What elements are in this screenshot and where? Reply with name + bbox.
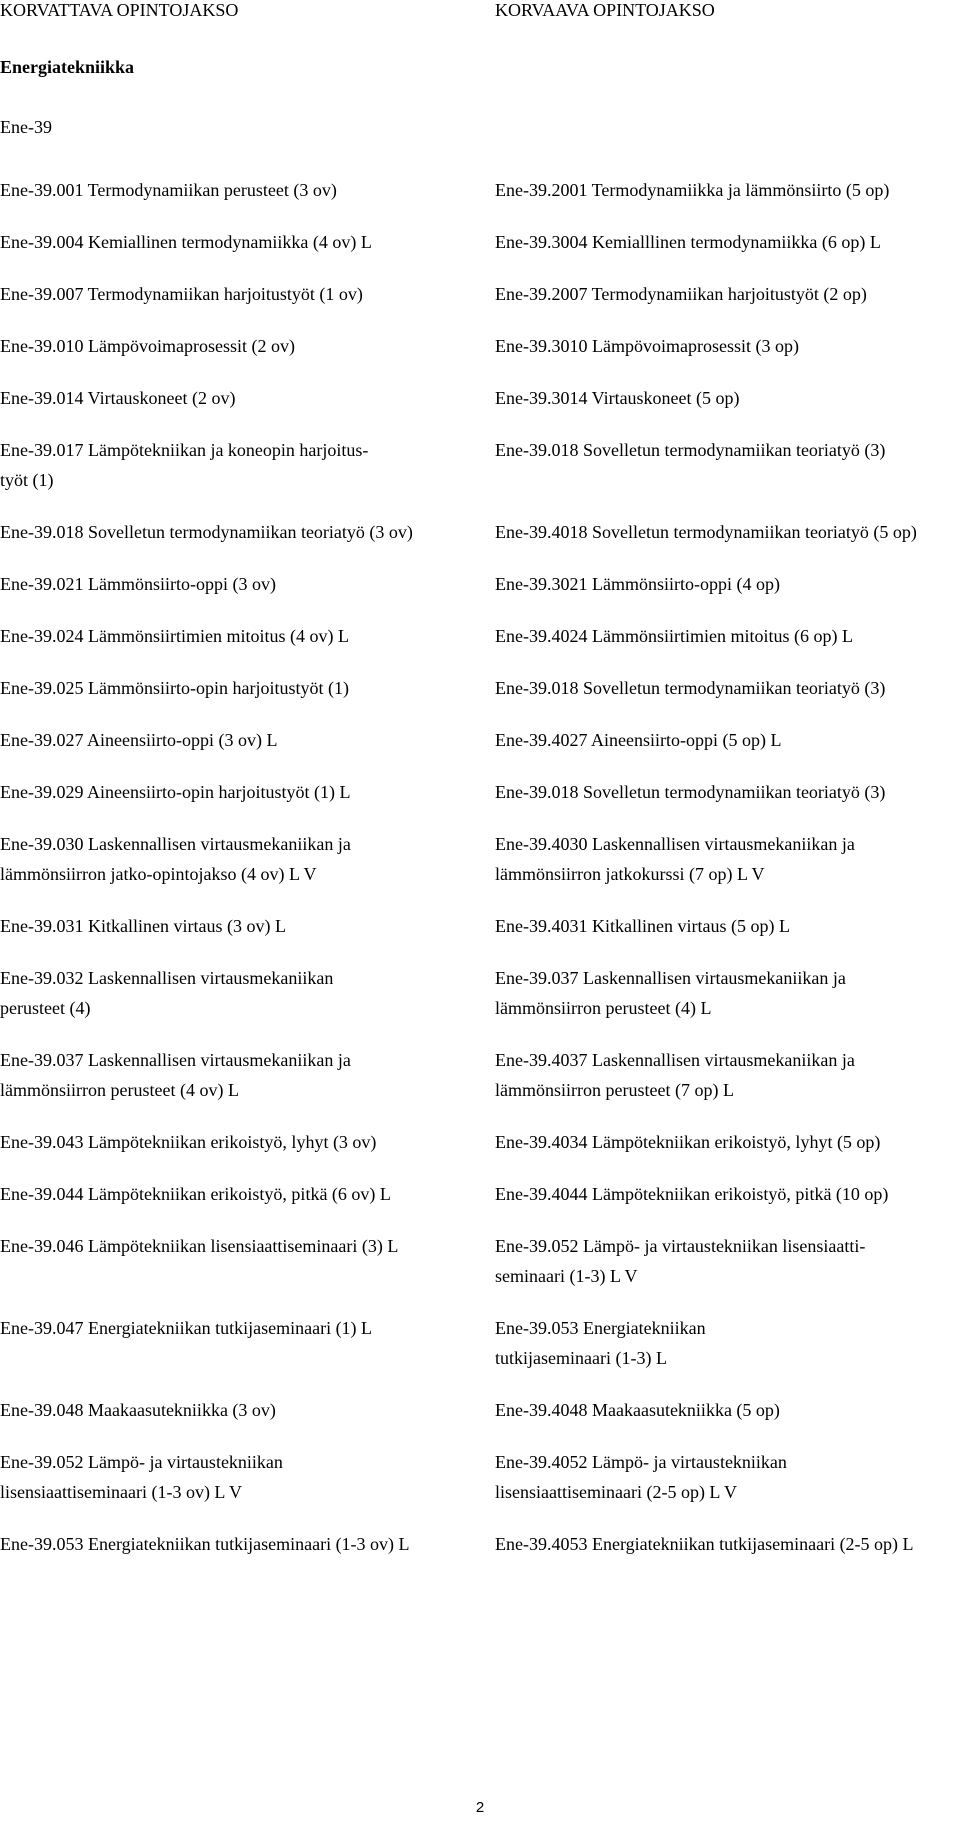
course-row: [0, 435, 960, 495]
course-row: [0, 1231, 960, 1291]
replacement-course-header: KORVAAVA OPINTOJAKSO: [495, 0, 715, 20]
course-row: [0, 517, 960, 547]
replaced-course: Ene-39.004 Kemiallinen termodynamiikka (4 ov) L: [0, 232, 372, 252]
course-row: [0, 1529, 960, 1559]
replacement-course: Ene-39.2007 Termodynamiikan harjoitustyöt (2 op): [495, 284, 867, 304]
course-row: [0, 963, 960, 1023]
replacement-course: Ene-39.037 Laskennallisen virtausmekaniikan ja lämmönsiirron perusteet (4) L: [495, 968, 846, 1018]
course-row: [0, 279, 960, 309]
replaced-course: Ene-39.047 Energiatekniikan tutkijaseminaari (1) L: [0, 1318, 373, 1338]
course-row: [0, 1313, 960, 1373]
replacement-course: Ene-39.3021 Lämmönsiirto-oppi (4 op): [495, 574, 780, 594]
replaced-course: Ene-39.029 Aineensiirto-opin harjoitustyöt (1) L: [0, 782, 351, 802]
replacement-course: Ene-39.4031 Kitkallinen virtaus (5 op) L: [495, 916, 790, 936]
replaced-course: Ene-39.044 Lämpötekniikan erikoistyö, pitkä (6 ov) L: [0, 1184, 391, 1204]
course-group-title: Ene-39: [0, 117, 52, 137]
replaced-course: Ene-39.052 Lämpö- ja virtaustekniikan lisensiaattiseminaari (1-3 ov) L V: [0, 1452, 283, 1502]
course-row: [0, 621, 960, 651]
course-row: [0, 383, 960, 413]
replaced-course: Ene-39.017 Lämpötekniikan ja koneopin harjoitus- työt (1): [0, 440, 369, 490]
course-equivalence-list: [0, 175, 960, 1559]
course-row: [0, 1395, 960, 1425]
replaced-course: Ene-39.001 Termodynamiikan perusteet (3 ov): [0, 180, 337, 200]
replacement-course: Ene-39.018 Sovelletun termodynamiikan teoriatyö (3): [495, 678, 886, 698]
replaced-course: Ene-39.043 Lämpötekniikan erikoistyö, lyhyt (3 ov): [0, 1132, 377, 1152]
replaced-course: Ene-39.037 Laskennallisen virtausmekaniikan ja lämmönsiirron perusteet (4 ov) L: [0, 1050, 351, 1100]
course-row: [0, 175, 960, 205]
replaced-course: Ene-39.007 Termodynamiikan harjoitustyöt (1 ov): [0, 284, 363, 304]
replaced-course: Ene-39.030 Laskennallisen virtausmekaniikan ja lämmönsiirron jatko-opintojakso (4 ov) L V: [0, 834, 351, 884]
replacement-course: Ene-39.3004 Kemialllinen termodynamiikka (6 op) L: [495, 232, 881, 252]
course-row: [0, 227, 960, 257]
course-row: [0, 1045, 960, 1105]
column-header: [0, 0, 960, 24]
replacement-course: Ene-39.4027 Aineensiirto-oppi (5 op) L: [495, 730, 782, 750]
replacement-course: Ene-39.018 Sovelletun termodynamiikan teoriatyö (3): [495, 440, 886, 460]
course-row: [0, 911, 960, 941]
replaced-course: Ene-39.031 Kitkallinen virtaus (3 ov) L: [0, 916, 286, 936]
replaced-course: Ene-39.027 Aineensiirto-oppi (3 ov) L: [0, 730, 278, 750]
replaced-course: Ene-39.053 Energiatekniikan tutkijaseminaari (1-3 ov) L: [0, 1534, 410, 1554]
course-row: [0, 331, 960, 361]
replaced-course: Ene-39.018 Sovelletun termodynamiikan teoriatyö (3 ov): [0, 522, 413, 542]
course-row: [0, 1179, 960, 1209]
replaced-course: Ene-39.024 Lämmönsiirtimien mitoitus (4 ov) L: [0, 626, 349, 646]
course-row: [0, 829, 960, 889]
section-title: Energiatekniikka: [0, 57, 135, 77]
replacement-course: Ene-39.4034 Lämpötekniikan erikoistyö, lyhyt (5 op): [495, 1132, 881, 1152]
replacement-course: Ene-39.052 Lämpö- ja virtaustekniikan lisensiaatti- seminaari (1-3) L V: [495, 1236, 866, 1286]
replacement-course: Ene-39.053 Energiatekniikan tutkijaseminaari (1-3) L: [495, 1318, 706, 1368]
replaced-course: Ene-39.021 Lämmönsiirto-oppi (3 ov): [0, 574, 276, 594]
replacement-course: Ene-39.018 Sovelletun termodynamiikan teoriatyö (3): [495, 782, 886, 802]
replacement-course: Ene-39.4048 Maakaasutekniikka (5 op): [495, 1400, 780, 1420]
replacement-course: Ene-39.3014 Virtauskoneet (5 op): [495, 388, 740, 408]
replaced-course: Ene-39.025 Lämmönsiirto-opin harjoitustyöt (1): [0, 678, 349, 698]
replacement-course: Ene-39.4030 Laskennallisen virtausmekaniikan ja lämmönsiirron jatkokurssi (7 op) L V: [495, 834, 855, 884]
page-number: 2: [475, 1799, 485, 1816]
course-row: [0, 569, 960, 599]
course-row: [0, 1447, 960, 1507]
replaced-course-header: KORVATTAVA OPINTOJAKSO: [0, 0, 239, 20]
replacement-course: Ene-39.4037 Laskennallisen virtausmekaniikan ja lämmönsiirron perusteet (7 op) L: [495, 1050, 855, 1100]
replacement-course: Ene-39.2001 Termodynamiikka ja lämmönsiirto (5 op): [495, 180, 890, 200]
replacement-course: Ene-39.4052 Lämpö- ja virtaustekniikan lisensiaattiseminaari (2-5 op) L V: [495, 1452, 787, 1502]
replaced-course: Ene-39.014 Virtauskoneet (2 ov): [0, 388, 236, 408]
replacement-course: Ene-39.4018 Sovelletun termodynamiikan teoriatyö (5 op): [495, 522, 917, 542]
replaced-course: Ene-39.048 Maakaasutekniikka (3 ov): [0, 1400, 276, 1420]
replaced-course: Ene-39.046 Lämpötekniikan lisensiaattiseminaari (3) L: [0, 1236, 399, 1256]
course-row: [0, 1127, 960, 1157]
replaced-course: Ene-39.032 Laskennallisen virtausmekaniikan perusteet (4): [0, 968, 334, 1018]
replacement-course: Ene-39.4024 Lämmönsiirtimien mitoitus (6 op) L: [495, 626, 853, 646]
course-row: [0, 725, 960, 755]
replacement-course: Ene-39.4044 Lämpötekniikan erikoistyö, pitkä (10 op): [495, 1184, 889, 1204]
replacement-course: Ene-39.4053 Energiatekniikan tutkijaseminaari (2-5 op) L: [495, 1534, 914, 1554]
replaced-course: Ene-39.010 Lämpövoimaprosessit (2 ov): [0, 336, 295, 356]
course-row: [0, 673, 960, 703]
course-row: [0, 777, 960, 807]
replacement-course: Ene-39.3010 Lämpövoimaprosessit (3 op): [495, 336, 799, 356]
